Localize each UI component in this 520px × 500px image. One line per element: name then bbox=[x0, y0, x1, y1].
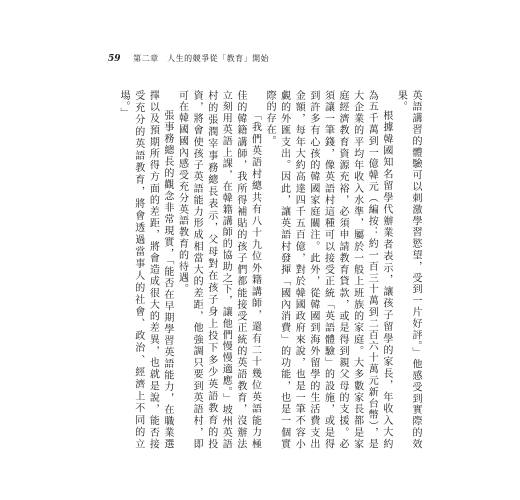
chapter-title: 第二章 人生的競爭從「教育」開始 bbox=[133, 54, 270, 63]
running-header bbox=[108, 52, 418, 66]
page-number: 59 bbox=[108, 54, 121, 64]
paragraph: 根據韓國知名留學代辦業者表示，讓孩子留學的家長，年收入大約為五千萬到一億韓元（編按：約一百三十萬到二百六十萬元新台幣），是大企業的平均年收入水準，屬於一般上班族的家庭。大多數家長都是家庭經濟教育資源充裕，必須申請教育貸款，或是得到親父母的支援。必須讓一筆錢，像英語村這種可以接受正統「英語體驗」的設施，或是得到許多有心孩的韓國家庭關注。此外，從韓國到海外留學的生活費支出金額，每年大約高達四千五百億，對於韓國政府來說，也是一筆不容小覷的外匯支出。因此，讓英語村發揮「國內消費」的功能，也是一個實際的存在。 bbox=[264, 90, 392, 450]
paragraph: 張事務總長的觀念非常現實，「能否在早期學習英語能力，在職業選擇以及預期所得方面的差距，將會造成很大的差異，也就是說，能否接受充分的英語教育，將會透過當事人的社會、政治、經濟上不同的立場。」 bbox=[118, 90, 173, 450]
paragraph: 「我們英語村總共有八十九位外籍講師，還有二十幾位英語能力極佳的韓籍講師，我所得補貼的孩子們都能接受正統的英語教育，沒辦法立刻用英語上課，在韓籍講師的協助之下，讓他們慢慢適應。」坡州英語村的張潤宰事務總長表示，父母對在孩子身上投下多少英語教育的投資，將會使孩子英語能力形成相當大的差距，他強調只要到英語村，即可在韓國國內感受充分英語教育的待遇。 bbox=[176, 90, 261, 450]
body-text bbox=[118, 90, 422, 450]
paragraph: 英語講習的體驗可以刺激學習慾望，受到一片好評。」他感受到實際的效果。 bbox=[395, 90, 421, 450]
